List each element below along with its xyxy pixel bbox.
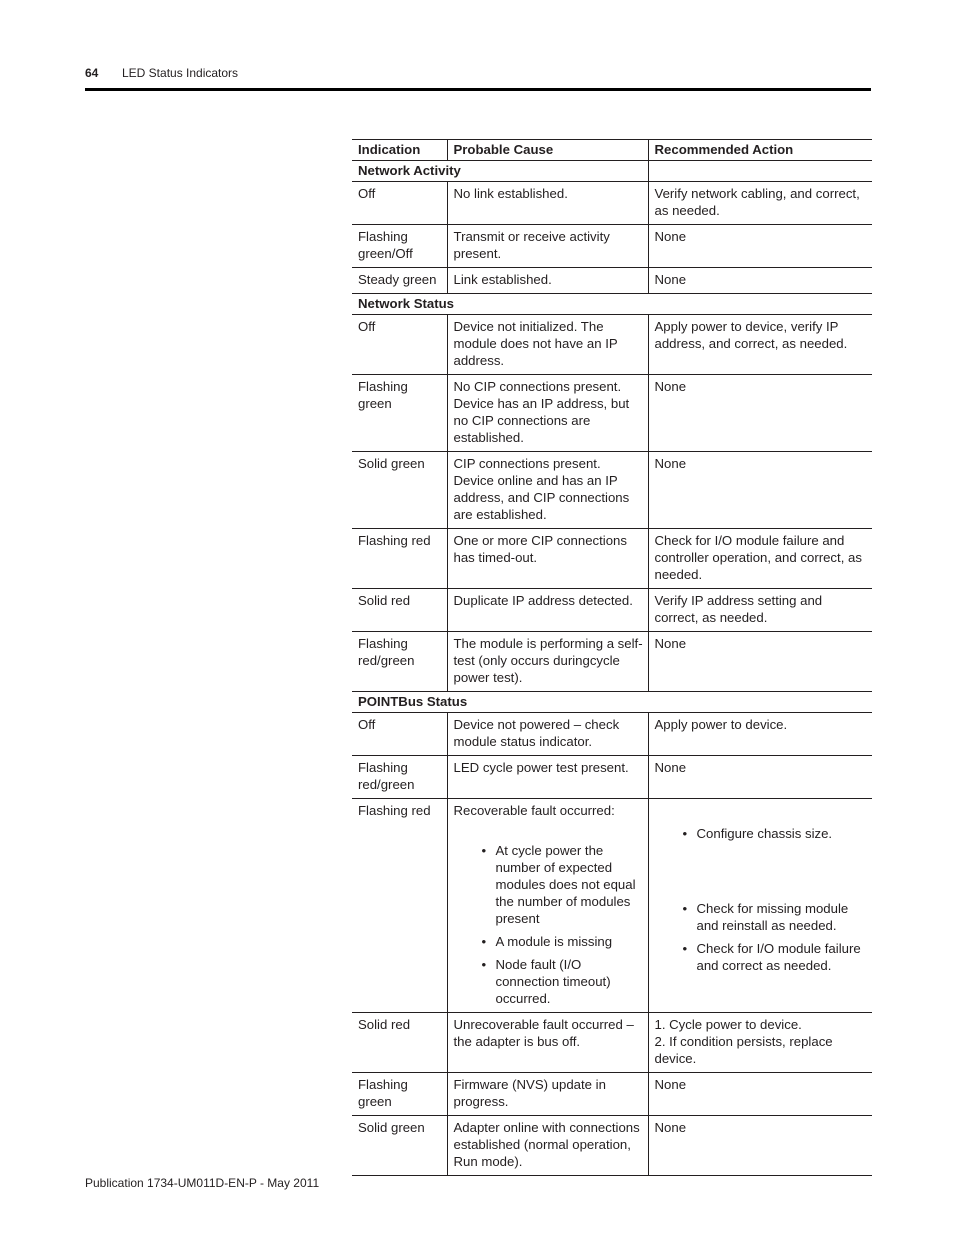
indication-cell: Steady green bbox=[352, 268, 447, 294]
cause-cell: No link established. bbox=[447, 182, 648, 225]
action-cell: None bbox=[648, 756, 872, 799]
action-cell: Check for I/O module failure and controller operation, and correct, as needed. bbox=[648, 529, 872, 589]
section-title: Network Status bbox=[352, 294, 872, 315]
table-row-recoverable-fault bbox=[352, 799, 872, 1013]
cause-cell: Device not initialized. The module does not have an IP address. bbox=[447, 315, 648, 375]
indication-cell: Off bbox=[352, 182, 447, 225]
action-cell: None bbox=[648, 375, 872, 452]
indication-cell: Solid green bbox=[352, 1116, 447, 1176]
cause-cell bbox=[447, 799, 648, 1013]
cause-bullet-list bbox=[454, 842, 644, 1007]
action-cell: Verify network cabling, and correct, as needed. bbox=[648, 182, 872, 225]
cause-cell: Link established. bbox=[447, 268, 648, 294]
led-status-table bbox=[352, 139, 872, 1176]
list-item: • Check for I/O module failure and correct as needed. bbox=[655, 940, 869, 974]
cause-cell: LED cycle power test present. bbox=[447, 756, 648, 799]
indication-cell: Solid red bbox=[352, 1013, 447, 1073]
section-row-pointbus-status bbox=[352, 692, 872, 713]
section-row-network-status bbox=[352, 294, 872, 315]
cause-cell: Adapter online with connections established (normal operation, Run mode). bbox=[447, 1116, 648, 1176]
indication-cell: Flashing red/green bbox=[352, 632, 447, 692]
indication-cell: Off bbox=[352, 713, 447, 756]
cause-cell: The module is performing a self-test (only occurs duringcycle power test). bbox=[447, 632, 648, 692]
table-row bbox=[352, 713, 872, 756]
cause-cell: Transmit or receive activity present. bbox=[447, 225, 648, 268]
cause-cell: CIP connections present. Device online and has an IP address, and CIP connections are established. bbox=[447, 452, 648, 529]
table-row bbox=[352, 375, 872, 452]
list-item: • Configure chassis size. bbox=[655, 825, 869, 842]
indication-cell: Flashing red bbox=[352, 799, 447, 1013]
indication-cell: Flashing green/Off bbox=[352, 225, 447, 268]
section-title: Network Activity bbox=[352, 161, 648, 182]
cause-intro: Recoverable fault occurred: bbox=[453, 803, 615, 818]
cause-cell: Duplicate IP address detected. bbox=[447, 589, 648, 632]
table-row bbox=[352, 1073, 872, 1116]
indication-cell: Flashing green bbox=[352, 1073, 447, 1116]
table-row bbox=[352, 589, 872, 632]
list-item: • Node fault (I/O connection timeout) occurred. bbox=[454, 956, 644, 1007]
action-cell bbox=[648, 1013, 872, 1073]
column-header-probable-cause: Probable Cause bbox=[447, 140, 648, 161]
cause-cell: No CIP connections present. Device has an IP address, but no CIP connections are established. bbox=[447, 375, 648, 452]
cause-cell: Firmware (NVS) update in progress. bbox=[447, 1073, 648, 1116]
action-cell: None bbox=[648, 268, 872, 294]
indication-cell: Flashing red/green bbox=[352, 756, 447, 799]
list-item: • Check for missing module and reinstall as needed. bbox=[655, 900, 869, 934]
table-row bbox=[352, 225, 872, 268]
page-header bbox=[85, 66, 238, 80]
action-step-2: 2. If condition persists, replace device. bbox=[654, 1034, 833, 1066]
action-cell: None bbox=[648, 225, 872, 268]
action-cell: None bbox=[648, 1116, 872, 1176]
action-bullet-list bbox=[655, 825, 869, 974]
table-row bbox=[352, 529, 872, 589]
table-row bbox=[352, 1116, 872, 1176]
action-cell: None bbox=[648, 1073, 872, 1116]
table-row bbox=[352, 452, 872, 529]
cause-cell: Device not powered – check module status indicator. bbox=[447, 713, 648, 756]
indication-cell: Flashing red bbox=[352, 529, 447, 589]
section-title: LED Status Indicators bbox=[122, 66, 239, 80]
cause-cell: One or more CIP connections has timed-out. bbox=[447, 529, 648, 589]
action-cell: Apply power to device, verify IP address, and correct, as needed. bbox=[648, 315, 872, 375]
header-rule bbox=[85, 88, 871, 91]
indication-cell: Solid green bbox=[352, 452, 447, 529]
action-cell: None bbox=[648, 452, 872, 529]
table-row bbox=[352, 1013, 872, 1073]
indication-cell: Solid red bbox=[352, 589, 447, 632]
action-cell: Apply power to device. bbox=[648, 713, 872, 756]
table-row bbox=[352, 268, 872, 294]
indication-cell: Flashing green bbox=[352, 375, 447, 452]
cause-cell: Unrecoverable fault occurred – the adapter is bus off. bbox=[447, 1013, 648, 1073]
action-cell bbox=[648, 799, 872, 1013]
section-title: POINTBus Status bbox=[352, 692, 872, 713]
list-item: • At cycle power the number of expected modules does not equal the number of modules present bbox=[454, 842, 644, 927]
section-row-network-activity bbox=[352, 161, 872, 182]
table-header-row bbox=[352, 140, 872, 161]
table-row bbox=[352, 632, 872, 692]
page-footer: Publication 1734-UM011D-EN-P - May 2011 bbox=[85, 1176, 320, 1190]
action-cell: Verify IP address setting and correct, as needed. bbox=[648, 589, 872, 632]
action-cell: None bbox=[648, 632, 872, 692]
column-header-indication: Indication bbox=[352, 140, 447, 161]
list-item: • A module is missing bbox=[454, 933, 644, 950]
indication-cell: Off bbox=[352, 315, 447, 375]
table-row bbox=[352, 315, 872, 375]
table-row bbox=[352, 756, 872, 799]
column-header-recommended-action: Recommended Action bbox=[648, 140, 872, 161]
page-number: 64 bbox=[85, 66, 99, 80]
table-row bbox=[352, 182, 872, 225]
action-step-1: 1. Cycle power to device. bbox=[654, 1017, 802, 1032]
